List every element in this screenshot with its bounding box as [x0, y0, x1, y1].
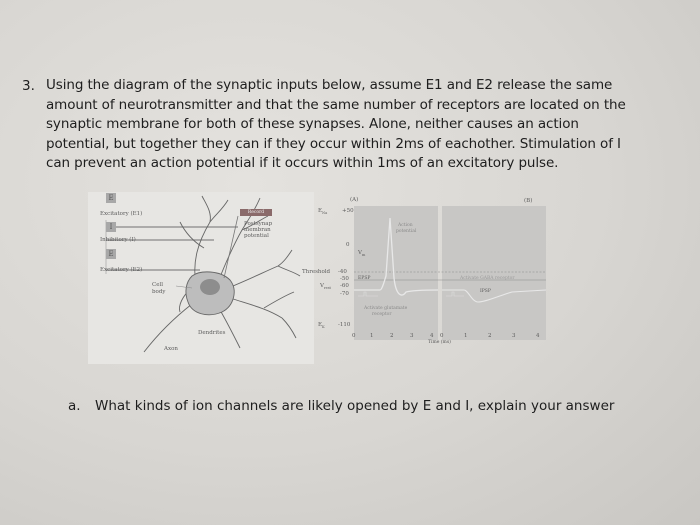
tick-a-2: 2	[390, 333, 394, 339]
tick-a-4: 4	[430, 333, 434, 339]
panel-a-label: (A)	[350, 197, 359, 203]
ek-value: -110	[338, 322, 351, 328]
postsynaptic-label-2: membran	[244, 227, 271, 233]
question-line-2: amount of neurotransmitter and that the same number of receptors are located on the	[46, 96, 626, 113]
minus70-label: -70	[340, 291, 349, 297]
action-potential-label-2: potential	[396, 229, 417, 234]
inhibitory-label: Inhibitory (I)	[100, 237, 136, 243]
subquestion-letter: a.	[68, 398, 81, 414]
question-text	[46, 76, 676, 174]
question-line-5: can prevent an action potential if it occurs within 1ms of an excitatory pulse.	[46, 155, 559, 171]
postsynaptic-label-3: potential	[244, 233, 269, 239]
nucleus	[200, 279, 220, 295]
body-label: body	[152, 289, 166, 295]
excitatory-e1-label: Excitatory (E1)	[100, 211, 143, 217]
graph-panel-a	[354, 206, 438, 340]
e-na-value: +50	[342, 208, 354, 214]
minus50-label: -50	[340, 276, 349, 282]
tick-b-2: 2	[488, 333, 492, 339]
action-potential-label-1: Action	[398, 223, 413, 228]
activate-glutamate-label-1: Activate glutamate	[364, 306, 408, 311]
ek-label: $E_K$	[318, 322, 325, 330]
e-na-label: $E_{Na}$	[318, 208, 328, 216]
cell-label: Cell	[152, 282, 163, 288]
epsp-label: EPSP	[358, 276, 371, 281]
tick-a-3: 3	[410, 333, 414, 339]
postsynaptic-label-1: Postsynap	[244, 221, 273, 227]
synaptic-figure	[88, 192, 560, 364]
tick-b-3: 3	[512, 333, 516, 339]
e1-badge: E	[106, 193, 116, 203]
threshold-label: Threshold	[302, 269, 331, 275]
vm-label: $V_m$	[358, 250, 366, 258]
record-label: Record	[240, 209, 272, 216]
panel-b-label: (B)	[524, 198, 533, 204]
tick-b-4: 4	[536, 333, 540, 339]
ipsp-label: IPSP	[480, 289, 491, 294]
excitatory-e2-label: Excitatory (E2)	[100, 267, 143, 273]
activate-gaba-label: Activate GABA receptor	[460, 276, 515, 281]
e2-badge: E	[106, 249, 116, 259]
graph-panel-b	[442, 206, 546, 340]
question-number: 3.	[22, 78, 35, 94]
threshold-value: -40	[338, 269, 347, 275]
tick-a-0: 0	[352, 333, 356, 339]
question-line-3: synaptic membrane for both of these synapses. Alone, neither causes an action	[46, 116, 579, 132]
vrest-value: -60	[340, 283, 349, 289]
question-line-1: Using the diagram of the synaptic inputs below, assume E1 and E2 release the same	[46, 77, 613, 93]
zero-mv-label: 0	[346, 242, 350, 248]
vrest-label: $V_{rest}$	[320, 283, 331, 291]
time-axis-label: Time (ms)	[428, 340, 451, 345]
tick-b-0: 0	[440, 333, 444, 339]
question-line-4: potential, but together they can if they occur within 2ms of eachother. Stimulation of I	[46, 135, 621, 152]
activate-glutamate-label-2: receptor	[372, 312, 392, 317]
tick-a-1: 1	[370, 333, 374, 339]
axon-label: Axon	[164, 346, 178, 352]
i-badge: I	[106, 222, 116, 232]
subquestion-text: What kinds of ion channels are likely opened by E and I, explain your answer	[95, 398, 615, 414]
tick-b-1: 1	[464, 333, 468, 339]
dendrites-label: Dendrites	[198, 330, 226, 336]
